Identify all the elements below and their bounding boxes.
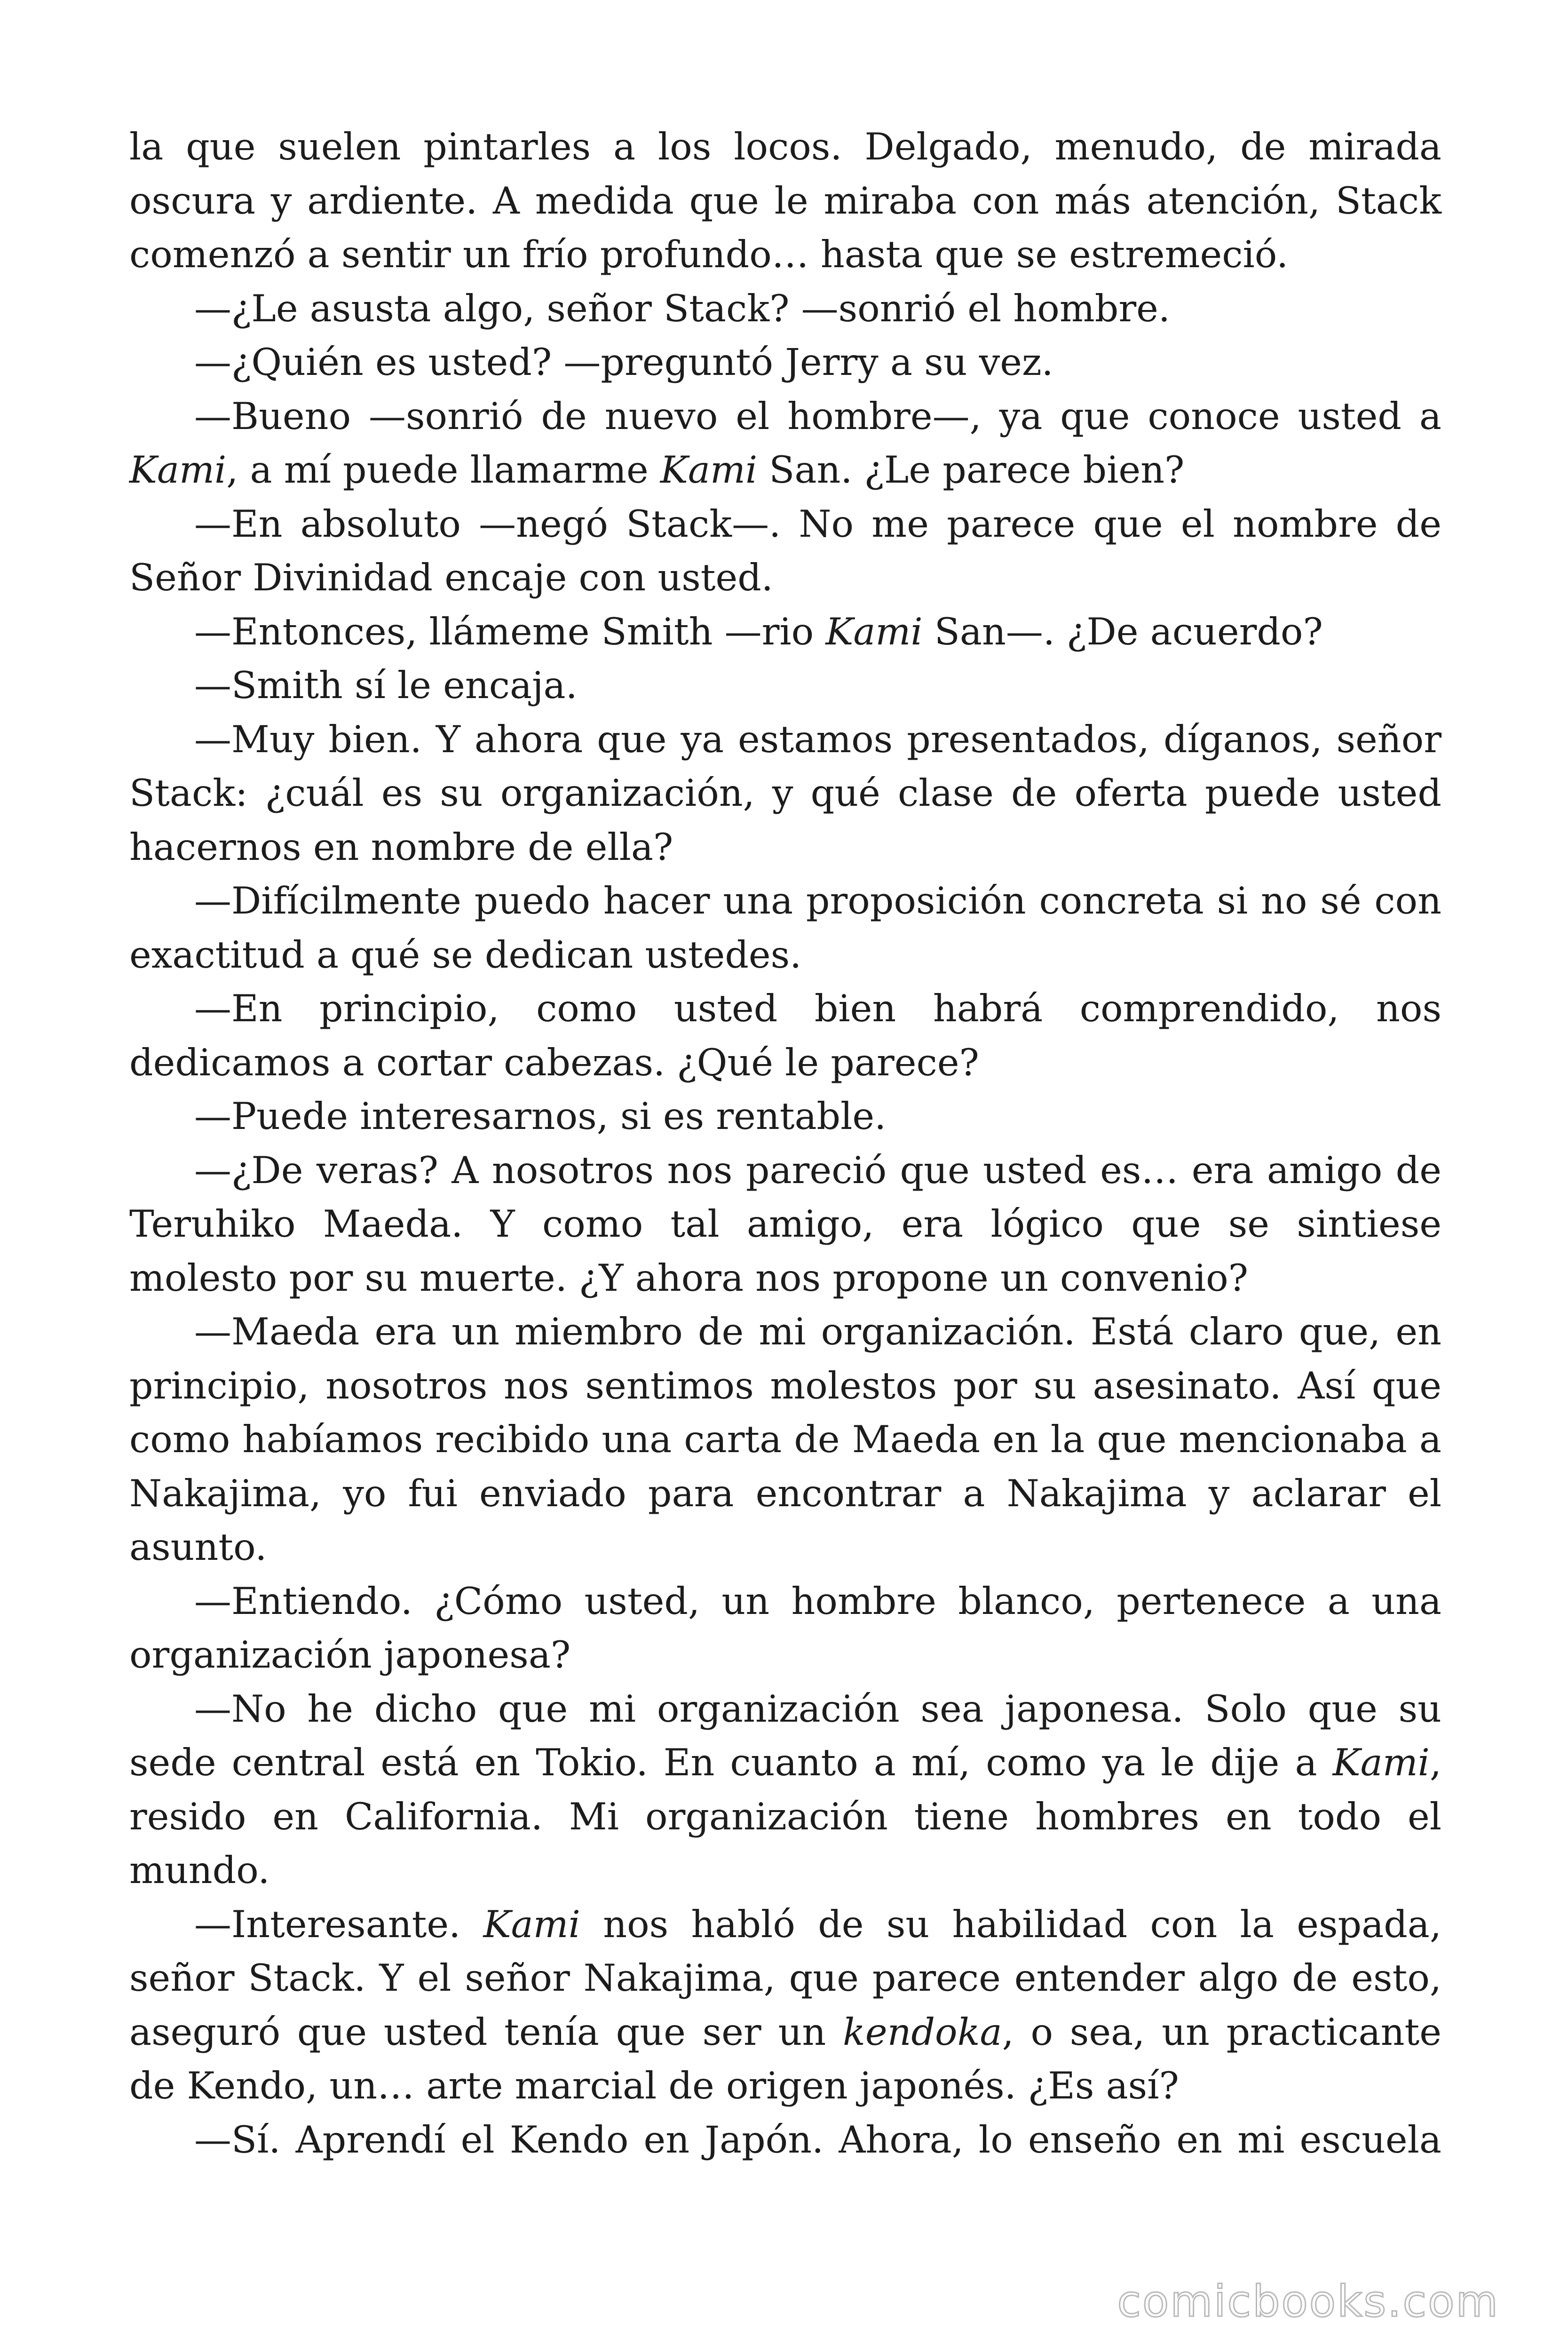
text-run: —Puede interesarnos, si es rentable. bbox=[194, 1095, 887, 1138]
text-run: , o sea, un practicante de Kendo, un… arte marcial de origen japonés. ¿Es así? bbox=[129, 2010, 1441, 2107]
text-run: —Interesante. bbox=[194, 1902, 483, 1946]
text-run: —¿De veras? A nosotros nos pareció que usted es… era amigo de Teruhiko Maeda. Y como tal amigo, era lógico que se sintiese molesto por su muerte. ¿Y ahora nos propone un convenio? bbox=[129, 1148, 1441, 1300]
body-text bbox=[129, 120, 1441, 2167]
paragraph bbox=[129, 1682, 1441, 1898]
italic-text: Kami bbox=[660, 448, 758, 492]
paragraph bbox=[129, 1574, 1441, 1682]
text-run: —No he dicho que mi organización sea japonesa. Solo que su sede central está en Tokio. En cuanto a mí, como ya le dije a bbox=[129, 1687, 1441, 1784]
paragraph bbox=[129, 389, 1441, 497]
text-run: , resido en California. Mi organización tiene hombres en todo el mundo. bbox=[129, 1741, 1441, 1892]
paragraph bbox=[129, 713, 1441, 874]
text-run: —Sí. Aprendí el Kendo en Japón. Ahora, lo enseño en mi escuela bbox=[194, 2118, 1441, 2161]
paragraph bbox=[129, 874, 1441, 982]
text-run: —Entiendo. ¿Cómo usted, un hombre blanco, pertenece a una organización japonesa? bbox=[129, 1579, 1441, 1677]
paragraph bbox=[129, 120, 1441, 282]
paragraph bbox=[129, 335, 1441, 389]
paragraph bbox=[129, 1898, 1441, 2113]
text-run: —Muy bien. Y ahora que ya estamos presentados, díganos, señor Stack: ¿cuál es su organización, y qué clase de oferta puede usted hacernos en nombre de ella? bbox=[129, 717, 1441, 869]
italic-text: Kami bbox=[1332, 1741, 1430, 1784]
text-run: —En absoluto —negó Stack—. No me parece que el nombre de Señor Divinidad encaje con usted. bbox=[129, 502, 1441, 599]
italic-text: kendoka bbox=[842, 2010, 1002, 2054]
text-run: —¿Le asusta algo, señor Stack? —sonrió el hombre. bbox=[194, 286, 1170, 330]
text-run: —Maeda era un miembro de mi organización. Está claro que, en principio, nosotros nos sentimos molestos por su asesinato. Así que como habíamos recibido una carta de Maeda en la que mencionaba a Nakajima, yo fui enviado para encontrar a Nakajima y aclarar el asunto. bbox=[129, 1310, 1441, 1569]
paragraph bbox=[129, 659, 1441, 713]
text-run: la que suelen pintarles a los locos. Delgado, menudo, de mirada oscura y ardiente. A medida que le miraba con más atención, Stack comenzó a sentir un frío profundo… hasta que se estremeció. bbox=[129, 125, 1441, 276]
text-run: —Bueno —sonrió de nuevo el hombre—, ya que conoce usted a bbox=[194, 394, 1441, 438]
text-run: nos habló de su habilidad con la espada, señor Stack. Y el señor Nakajima, que parece entender algo de esto, aseguró que usted tenía que ser un bbox=[129, 1902, 1441, 2054]
italic-text: Kami bbox=[825, 610, 923, 653]
text-run: —En principio, como usted bien habrá comprendido, nos dedicamos a cortar cabezas. ¿Qué le parece? bbox=[129, 987, 1441, 1084]
paragraph bbox=[129, 282, 1441, 336]
paragraph bbox=[129, 497, 1441, 605]
paragraph bbox=[129, 1144, 1441, 1305]
text-run: —Smith sí le encaja. bbox=[194, 664, 578, 707]
text-run: —Entonces, llámeme Smith —rio bbox=[194, 610, 826, 653]
watermark: comicbooks.com bbox=[1117, 2276, 1499, 2327]
paragraph bbox=[129, 605, 1441, 659]
text-run: , a mí puede llamarme bbox=[226, 448, 660, 492]
text-run: San—. ¿De acuerdo? bbox=[922, 610, 1323, 653]
italic-text: Kami bbox=[129, 448, 227, 492]
text-run: —Difícilmente puedo hacer una proposición concreta si no sé con exactitud a qué se dedican ustedes. bbox=[129, 879, 1441, 977]
italic-text: Kami bbox=[483, 1902, 580, 1946]
paragraph bbox=[129, 2113, 1441, 2167]
text-run: —¿Quién es usted? —preguntó Jerry a su vez. bbox=[194, 341, 1053, 384]
text-run: San. ¿Le parece bien? bbox=[757, 448, 1185, 492]
paragraph bbox=[129, 982, 1441, 1089]
paragraph bbox=[129, 1089, 1441, 1144]
paragraph bbox=[129, 1305, 1441, 1574]
